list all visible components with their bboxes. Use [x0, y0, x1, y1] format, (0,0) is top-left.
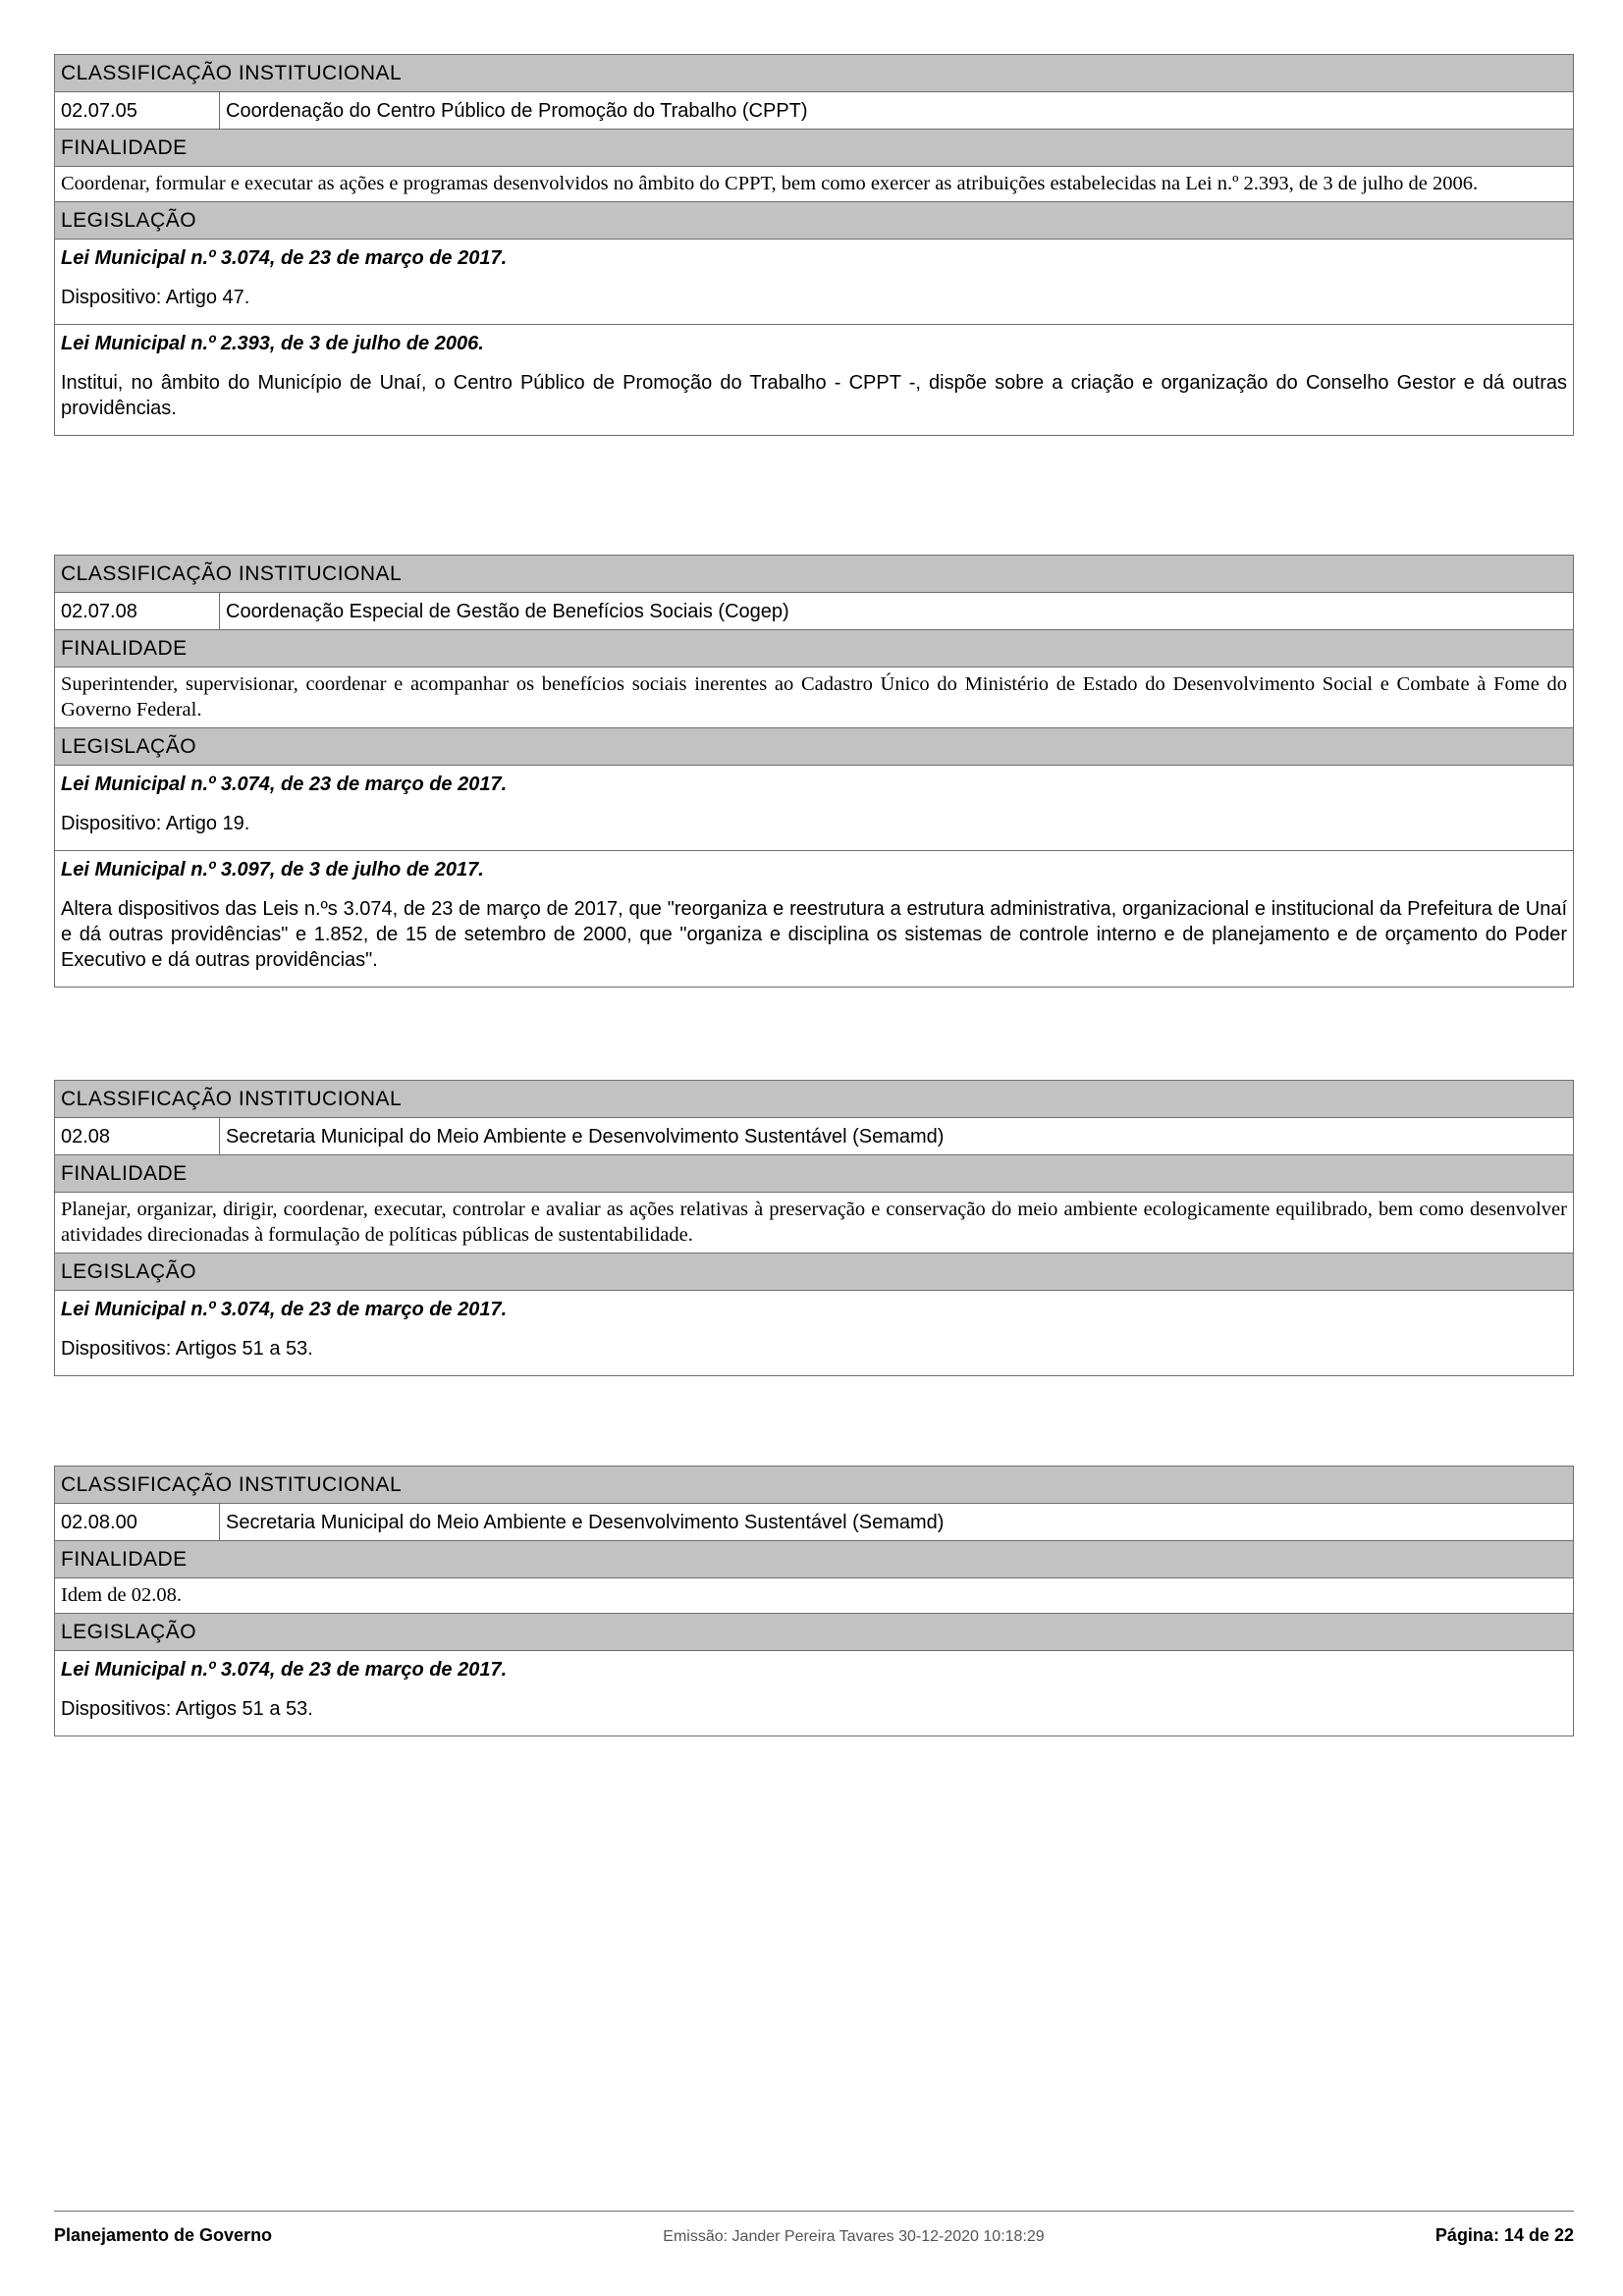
classificacao-header: CLASSIFICAÇÃO INSTITUCIONAL: [55, 1467, 1573, 1504]
legislation-entry: [55, 766, 1573, 850]
finalidade-text: Coordenar, formular e executar as ações e programas desenvolvidos no âmbito do CPPT, bem como exercer as atribuições estabelecidas na Lei n.º 2.393, de 3 de julho de 2006.: [55, 167, 1573, 202]
legislacao-header: LEGISLAÇÃO: [55, 1254, 1573, 1291]
classification-block-4: [54, 1466, 1574, 1736]
law-title: Lei Municipal n.º 2.393, de 3 de julho de 2006.: [61, 333, 484, 354]
legislacao-header: LEGISLAÇÃO: [55, 202, 1573, 240]
law-description: Altera dispositivos das Leis n.ºs 3.074, de 23 de março de 2017, que "reorganiza e reestrutura a estrutura administrativa, organizacional e institucional da Prefeitura de Unaí e dá outras providências" e 1.852, de 15 de setembro de 2000, que "organiza e disciplina os sistemas de controle interno e de planejamento e de orçamento do Poder Executivo e dá outras providências".: [61, 898, 1567, 971]
code-row: [55, 92, 1573, 130]
law-description: Dispositivos: Artigos 51 a 53.: [61, 1698, 313, 1720]
classificacao-header: CLASSIFICAÇÃO INSTITUCIONAL: [55, 55, 1573, 92]
legislation-entry: [55, 1291, 1573, 1375]
law-description: Dispositivo: Artigo 19.: [61, 813, 250, 834]
classification-name: Coordenação Especial de Gestão de Benefícios Sociais (Cogep): [226, 601, 789, 622]
legislation-entry: [55, 240, 1573, 324]
law-title: Lei Municipal n.º 3.074, de 23 de março de 2017.: [61, 1299, 508, 1320]
law-description: Dispositivos: Artigos 51 a 53.: [61, 1338, 313, 1360]
law-title: Lei Municipal n.º 3.097, de 3 de julho de 2017.: [61, 859, 484, 881]
classification-name: Secretaria Municipal do Meio Ambiente e Desenvolvimento Sustentável (Semamd): [226, 1126, 945, 1148]
legislacao-header: LEGISLAÇÃO: [55, 728, 1573, 766]
code-row: [55, 1118, 1573, 1155]
finalidade-text: Idem de 02.08.: [55, 1578, 1573, 1614]
law-title: Lei Municipal n.º 3.074, de 23 de março de 2017.: [61, 1659, 508, 1681]
law-title: Lei Municipal n.º 3.074, de 23 de março de 2017.: [61, 247, 508, 269]
footer-title: Planejamento de Governo: [54, 2225, 273, 2245]
finalidade-header: FINALIDADE: [55, 630, 1573, 667]
code-row: [55, 1504, 1573, 1541]
classification-block-2: [54, 555, 1574, 988]
finalidade-header: FINALIDADE: [55, 1541, 1573, 1578]
law-title: Lei Municipal n.º 3.074, de 23 de março de 2017.: [61, 774, 508, 795]
classificacao-header: CLASSIFICAÇÃO INSTITUCIONAL: [55, 556, 1573, 593]
legislation-entry: [55, 850, 1573, 987]
legislation-entry: [55, 324, 1573, 435]
classification-code: 02.08.00: [55, 1504, 220, 1540]
legislacao-header: LEGISLAÇÃO: [55, 1614, 1573, 1651]
classification-name: Secretaria Municipal do Meio Ambiente e Desenvolvimento Sustentável (Semamd): [226, 1512, 945, 1533]
page-footer: [54, 2211, 1574, 2246]
classification-block-1: [54, 54, 1574, 436]
classification-code: 02.07.08: [55, 593, 220, 629]
code-row: [55, 593, 1573, 630]
law-description: Dispositivo: Artigo 47.: [61, 287, 250, 308]
finalidade-text: Superintender, supervisionar, coordenar e acompanhar os benefícios sociais inerentes ao Cadastro Único do Ministério de Estado do Desenvolvimento Social e Combate à Fome do Governo Federal.: [55, 667, 1573, 728]
finalidade-text: Planejar, organizar, dirigir, coordenar, executar, controlar e avaliar as ações relativas à preservação e conservação do meio ambiente ecologicamente equilibrado, bem como desenvolver atividades direcionadas à formulação de políticas públicas de sustentabilidade.: [55, 1193, 1573, 1254]
classification-code: 02.07.05: [55, 92, 220, 129]
finalidade-header: FINALIDADE: [55, 130, 1573, 167]
classificacao-header: CLASSIFICAÇÃO INSTITUCIONAL: [55, 1081, 1573, 1118]
classification-block-3: [54, 1080, 1574, 1376]
classification-name: Coordenação do Centro Público de Promoção do Trabalho (CPPT): [226, 100, 808, 122]
finalidade-header: FINALIDADE: [55, 1155, 1573, 1193]
footer-emission: Emissão: Jander Pereira Tavares 30-12-2020 10:18:29: [663, 2228, 1045, 2245]
classification-code: 02.08: [55, 1118, 220, 1154]
legislation-entry: [55, 1651, 1573, 1735]
law-description: Institui, no âmbito do Município de Unaí, o Centro Público de Promoção do Trabalho - CPPT -, dispõe sobre a criação e organização do Conselho Gestor e dá outras providências.: [61, 372, 1567, 419]
footer-page-number: Página: 14 de 22: [1434, 2225, 1574, 2245]
